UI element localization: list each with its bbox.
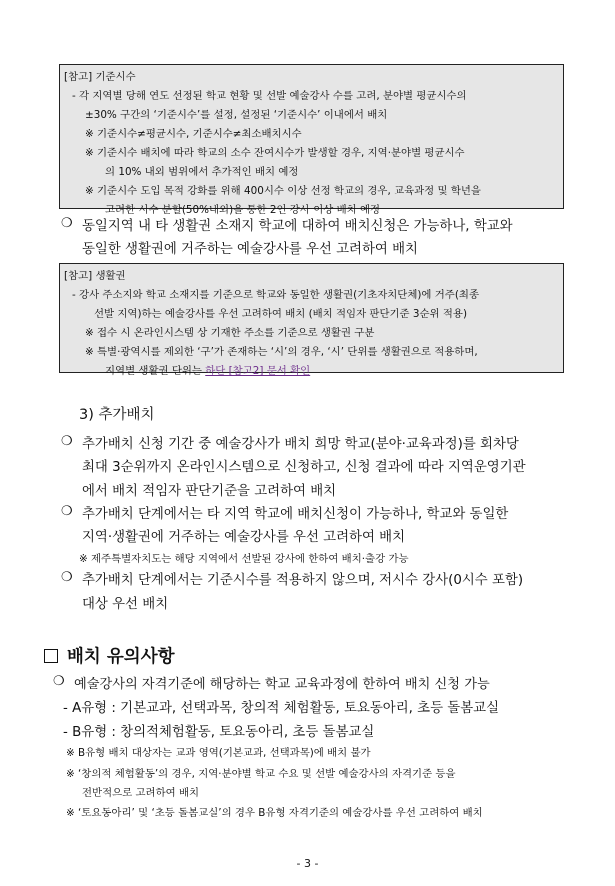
note-line: ※ ‘토요동아리’ 및 ‘초등 돌봄교실’의 경우 B유형 자격기준의 예술강사를 우선 고려하여 배치 — [66, 807, 483, 819]
paragraph-line: 추가배치 단계에서는 기준시수를 적용하지 않으며, 저시수 강사(0시수 포함) — [82, 573, 524, 588]
box-line: ※ 기준시수 배치에 따라 학교의 소수 잔여시수가 발생할 경우, 지역·분야별 평균시수 — [85, 147, 465, 159]
type-a-line: - A유형 : 기본교과, 선택과목, 창의적 체험활동, 토요동아리, 초등 돌봄교실 — [63, 701, 500, 716]
paragraph-line: 추가배치 단계에서는 타 지역 학교에 배치신청이 가능하나, 학교와 동일한 — [82, 507, 509, 522]
box-line: ※ 기준시수≠평균시수, 기준시수≠최소배치시수 — [85, 128, 302, 140]
reference-box-title: [참고] 생활권 — [64, 270, 126, 282]
paragraph-line: 동일지역 내 타 생활권 소재지 학교에 대하여 배치신청은 가능하나, 학교와 — [82, 219, 513, 234]
box-line-text: 지역별 생활권 단위는 — [105, 365, 206, 377]
type-b-line: - B유형 : 창의적체험활동, 토요동아리, 초등 돌봄교실 — [63, 725, 375, 740]
box-line: 선발 지역)하는 예술강사를 우선 고려하여 배치 (배치 적임자 판단기준 3순위 적용) — [94, 308, 467, 320]
note-line: ※ B유형 배치 대상자는 교과 영역(기본교과, 선택과목)에 배치 불가 — [66, 747, 371, 759]
paragraph-line: 예술강사의 자격기준에 해당하는 학교 교육과정에 한하여 배치 신청 가능 — [74, 677, 490, 692]
section-heading-placement-notes — [44, 643, 175, 668]
note-line: 전반적으로 고려하여 배치 — [82, 787, 200, 799]
box-line: - 각 지역별 당해 연도 선정된 학교 현황 및 선발 예술강사 수를 고려, 분야별 평균시수의 — [72, 90, 467, 102]
reference-box-standard-hours — [59, 64, 564, 216]
paragraph-line: 추가배치 신청 기간 중 예술강사가 배치 희망 학교(분야·교육과정)를 회차당 — [82, 437, 519, 452]
box-line: ±30% 구간의 ‘기준시수’를 설정, 설정된 ‘기준시수’ 이내에서 배치 — [85, 109, 388, 121]
bullet-icon: ❍ — [61, 570, 73, 585]
bullet-icon: ❍ — [53, 674, 65, 689]
paragraph-line: 대상 우선 배치 — [82, 597, 169, 612]
reference-box-title: [참고] 기준시수 — [64, 71, 136, 83]
box-line: 고려한 시수 분할(50%내외)을 통한 2인 강사 이상 배치 예정 — [105, 204, 381, 216]
box-line: 의 10% 내외 범위에서 추가적인 배치 예정 — [105, 166, 299, 178]
section-heading-additional-placement: 3) 추가배치 — [79, 407, 155, 423]
paragraph-line: 최대 3순위까지 온라인시스템으로 신청하고, 신청 결과에 따라 지역운영기관 — [82, 460, 526, 475]
box-line: - 강사 주소지와 학교 소재지를 기준으로 학교와 동일한 생활권(기초자치단체)에 거주(최종 — [72, 289, 479, 301]
note-line: ※ ‘창의적 체험활동’의 경우, 지역·분야별 학교 수요 및 선발 예술강사의 자격기준 등을 — [66, 768, 456, 780]
reference-box-living-area — [59, 263, 564, 377]
bullet-icon: ❍ — [61, 504, 73, 519]
paragraph-line: 지역·생활권에 거주하는 예술강사를 우선 고려하여 배치 — [82, 530, 406, 545]
jeju-note: ※ 제주특별자치도는 해당 지역에서 선발된 강사에 한하여 배치·출강 가능 — [79, 553, 409, 565]
page-number: - 3 - — [296, 857, 319, 870]
paragraph-line: 동일한 생활권에 거주하는 예술강사를 우선 고려하여 배치 — [82, 242, 418, 257]
section-heading-text: 배치 유의사항 — [67, 647, 175, 667]
reference2-link[interactable]: 하단 [참고2] 문서 확인 — [205, 365, 311, 377]
paragraph-line: 에서 배치 적임자 판단기준을 고려하여 배치 — [82, 484, 337, 499]
box-line: ※ 특별·광역시를 제외한 ‘구’가 존재하는 ‘시’의 경우, ‘시’ 단위를 생활권으로 적용하며, — [85, 346, 478, 358]
box-line — [68, 362, 555, 381]
box-line: ※ 기준시수 도입 목적 강화를 위해 400시수 이상 선정 학교의 경우, 교육과정 및 학년을 — [85, 185, 481, 197]
bullet-icon: ❍ — [61, 216, 73, 231]
checkbox-square-icon — [44, 649, 58, 663]
box-line: ※ 접수 시 온라인시스템 상 기재한 주소를 기준으로 생활권 구분 — [85, 327, 375, 339]
bullet-icon: ❍ — [61, 434, 73, 449]
